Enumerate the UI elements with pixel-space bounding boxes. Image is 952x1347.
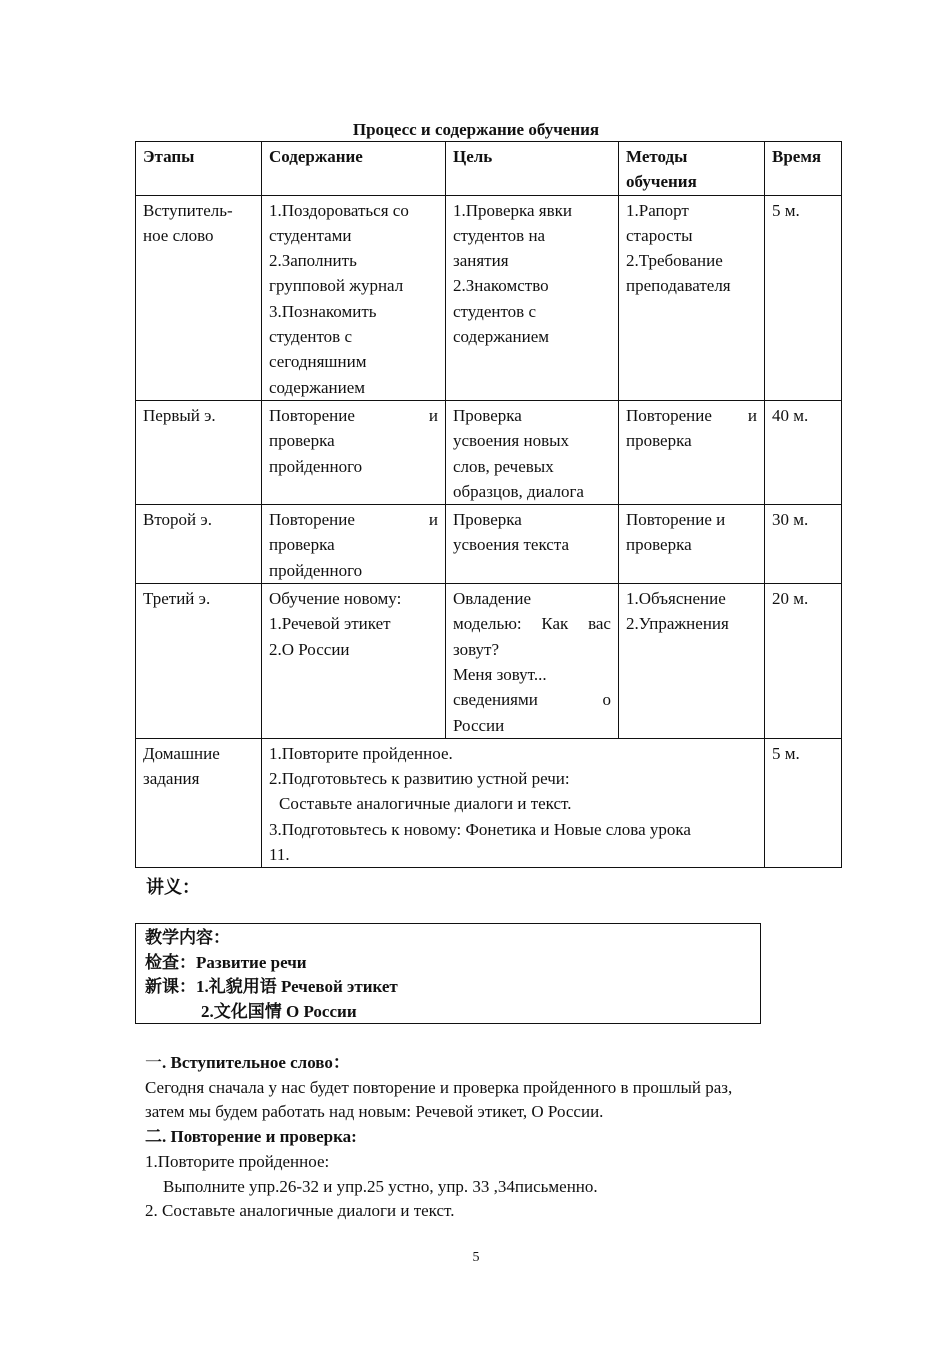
- content-line: 1.Поздороваться со: [269, 200, 409, 220]
- methods-line: проверка: [626, 535, 692, 555]
- methods-word: Повторение: [626, 405, 712, 425]
- goal-word: вас: [588, 614, 611, 634]
- section-heading-review: [145, 1125, 845, 1150]
- content-line: пройденного: [269, 560, 363, 580]
- table-row: [136, 195, 842, 400]
- content-line: групповой журнал: [269, 276, 404, 296]
- content-cell: [262, 400, 446, 504]
- box-check-text: Развитие речи: [196, 952, 307, 972]
- content-justified-line: [269, 507, 438, 532]
- time-cell: 30 м.: [765, 505, 842, 584]
- section-heading-text: . Вступительное слово: [162, 1053, 333, 1072]
- paragraph-line: 2. Составьте аналогичные диалоги и текст.: [145, 1201, 455, 1221]
- content-line: проверка: [269, 431, 335, 451]
- box-item-number: 2.: [201, 1001, 214, 1021]
- methods-line: 1.Рапорт: [626, 200, 689, 220]
- methods-cell: [619, 505, 765, 584]
- content-line: 1.Речевой этикет: [269, 614, 391, 634]
- time-cell: 20 м.: [765, 584, 842, 739]
- box-title: [145, 926, 751, 951]
- box-item-cn: 文化国情: [213, 1001, 282, 1022]
- goal-line: содержанием: [453, 327, 550, 347]
- header-methods-text: Методы обучения: [626, 147, 697, 192]
- content-word: и: [428, 405, 438, 425]
- header-goal: Цель: [446, 142, 619, 196]
- methods-cell: [619, 400, 765, 504]
- box-check-line: [145, 951, 751, 976]
- methods-justified-line: [626, 403, 757, 428]
- section-heading-text: . Повторение и проверка:: [162, 1127, 357, 1147]
- methods-line: преподавателя: [626, 276, 731, 296]
- content-line: сегодняшним: [269, 352, 367, 372]
- header-methods: [619, 142, 765, 196]
- homework-line: 1.Повторите пройденное.: [269, 743, 453, 763]
- content-line: студентами: [269, 225, 352, 245]
- paragraph-line: Сегодня сначала у нас будет повторение и проверка пройденного в прошлый раз,: [145, 1077, 733, 1097]
- box-item-cn: 礼貌用语: [208, 977, 277, 997]
- content-cell: [262, 505, 446, 584]
- goal-line: Меня зовут...: [453, 664, 547, 684]
- handout-label: 讲义：: [146, 877, 200, 898]
- content-line: пройденного: [269, 456, 363, 476]
- content-line: 2.О России: [269, 639, 350, 659]
- table-title: Процесс и содержание обучения: [352, 120, 600, 139]
- section-heading-intro: [145, 1051, 845, 1076]
- content-cell: [262, 584, 446, 739]
- goal-word: моделью:: [453, 614, 522, 634]
- goal-line: студентов с: [453, 301, 536, 321]
- stage-cell: [136, 400, 262, 504]
- methods-line: 2.Упражнения: [626, 614, 729, 634]
- goal-line: Овладение: [453, 589, 532, 609]
- stage-line: Третий э.: [143, 589, 211, 609]
- time-cell: 40 м.: [765, 400, 842, 504]
- goal-line: 2.Знакомство: [453, 276, 549, 296]
- box-new-lesson-label: 新课：: [145, 977, 196, 997]
- stage-cell: [136, 738, 262, 867]
- goal-line: зовут?: [453, 639, 500, 659]
- methods-line: 1.Объяснение: [626, 589, 726, 609]
- content-justified-line: [269, 403, 438, 428]
- goal-line: студентов на: [453, 225, 546, 245]
- content-line: содержанием: [269, 377, 366, 397]
- time-cell: 5 м.: [765, 195, 842, 400]
- methods-cell: [619, 195, 765, 400]
- stage-line: Домашние: [143, 743, 220, 763]
- box-new-lesson-line-2: [145, 1000, 751, 1025]
- box-title-text: 教学内容：: [145, 928, 230, 948]
- goal-line: 1.Проверка явки: [453, 200, 572, 220]
- page-number: 5: [472, 1250, 480, 1265]
- content-word: и: [428, 510, 438, 530]
- goal-word: о: [602, 690, 611, 710]
- content-word: Повторение: [269, 405, 355, 425]
- goal-justified-line: [453, 611, 611, 636]
- methods-word: и: [747, 405, 757, 425]
- content-line: Обучение новому:: [269, 589, 402, 609]
- stage-line: задания: [143, 769, 200, 789]
- lesson-plan-table: [135, 141, 842, 868]
- goal-cell: [446, 195, 619, 400]
- homework-line: 3.Подготовьтесь к новому: Фонетика и Новые слова урока: [269, 819, 691, 839]
- goal-cell: [446, 505, 619, 584]
- goal-word: сведениями: [453, 690, 538, 710]
- stage-line: Второй э.: [143, 510, 212, 530]
- table-row: [136, 584, 842, 739]
- homework-line: 11.: [269, 845, 290, 865]
- methods-line: 2.Требование: [626, 251, 723, 271]
- box-item-number: 1.: [196, 977, 209, 996]
- box-item-ru: Речевой этикет: [276, 977, 398, 996]
- paragraph-line: 1.Повторите пройденное:: [145, 1151, 330, 1171]
- content-cell: [262, 195, 446, 400]
- goal-line: усвоения текста: [453, 535, 570, 555]
- paragraph-line: Выполните упр.26-32 и упр.25 устно, упр. 33 ,34письменно.: [163, 1176, 598, 1196]
- goal-cell: [446, 400, 619, 504]
- table-row: [136, 505, 842, 584]
- teaching-content-box: [135, 923, 761, 1024]
- stage-line: Вступитель-: [143, 200, 233, 220]
- stage-cell: [136, 195, 262, 400]
- stage-line: Первый э.: [143, 405, 216, 425]
- content-line: студентов с: [269, 327, 352, 347]
- header-content: Содержание: [262, 142, 446, 196]
- header-stages: Этапы: [136, 142, 262, 196]
- goal-line: Проверка: [453, 510, 522, 530]
- stage-cell: [136, 584, 262, 739]
- time-cell: 5 м.: [765, 738, 842, 867]
- stage-line: ное слово: [143, 225, 214, 245]
- section-marker: 二: [145, 1127, 162, 1148]
- table-row: [136, 400, 842, 504]
- lesson-text: [145, 1051, 845, 1224]
- goal-line: образцов, диалога: [453, 481, 584, 501]
- table-header-row: [136, 142, 842, 196]
- methods-line: Повторение и: [626, 510, 726, 530]
- goal-line: слов, речевых: [453, 456, 554, 476]
- table-row: [136, 738, 842, 867]
- homework-line: 2.Подготовьтесь к развитию устной речи:: [269, 769, 570, 789]
- content-word: Повторение: [269, 510, 355, 530]
- stage-cell: [136, 505, 262, 584]
- goal-line: усвоения новых: [453, 431, 570, 451]
- methods-line: проверка: [626, 431, 692, 451]
- content-line: 3.Познакомить: [269, 301, 377, 321]
- paragraph-line: затем мы будем работать над новым: Речевой этикет, О России.: [145, 1102, 604, 1122]
- box-item-ru: О России: [281, 1001, 357, 1021]
- goal-line: России: [453, 715, 505, 735]
- goal-line: Проверка: [453, 405, 522, 425]
- box-new-lesson-line: [145, 975, 751, 1000]
- content-line: 2.Заполнить: [269, 251, 357, 271]
- goal-justified-line: [453, 687, 611, 712]
- box-check-label: 检查：: [145, 952, 196, 973]
- goal-word: Как: [541, 614, 569, 634]
- homework-line: Составьте аналогичные диалоги и текст.: [279, 794, 572, 814]
- methods-line: старосты: [626, 225, 693, 245]
- section-marker: 一: [145, 1053, 162, 1073]
- content-line: проверка: [269, 535, 335, 555]
- section-heading-colon: ：: [332, 1053, 350, 1073]
- header-time: Время: [765, 142, 842, 196]
- methods-cell: [619, 584, 765, 739]
- homework-cell: [262, 738, 765, 867]
- goal-line: занятия: [453, 251, 509, 271]
- goal-cell: [446, 584, 619, 739]
